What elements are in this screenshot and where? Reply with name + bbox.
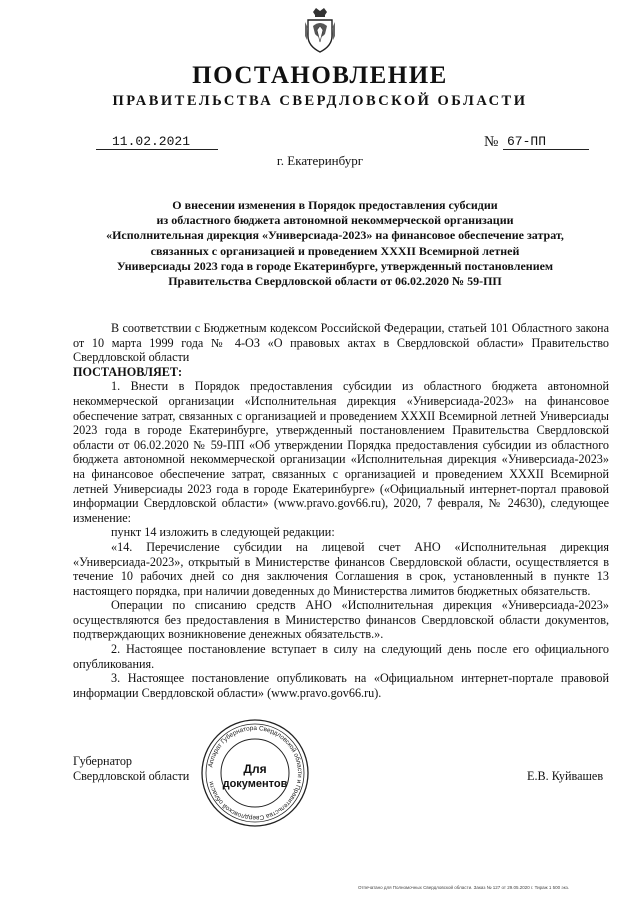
heading-line: О внесении изменения в Порядок предоставления субсидии [172,198,498,212]
signatory-name: Е.В. Куйвашев [527,769,604,783]
item-1-paragraph: 1. Внести в Порядок предоставления субсидии из областного бюджета автономной некоммерческой организации «Исполнительная дирекция «Универсиада-2023» на финансовое обеспечение затрат, связанных с организацией и проведением XXXII Всемирной летней Универсиады 2023 года в городе Екатеринбурге, утвержденный постановлением Правительства Свердловской области от 06.02.2020 № 59-ПП «Об утверждении Порядка предоставления субсидии из областного бюджета автономной некоммерческой организации «Исполнительная дирекция «Универсиада-2023» на финансовое обеспечение затрат, связанных с организацией и проведением XXXII Всемирной летней Универсиады 2023 года в городе Екатеринбурге» («Официальный интернет-портал правовой информации Свердловской области» (www.pravo.gov66.ru), 2020, 7 февраля, № 24630), следующее изменение: [73,379,609,525]
signatory-title [73,754,189,784]
item-3-paragraph: 3. Настоящее постановление опубликовать на «Официальном интернет-портале правовой информации Свердловской области» (www.pravo.gov66.ru). [73,671,609,700]
document-number: 67-ПП [503,134,589,150]
heading-line: из областного бюджета автономной некоммерческой организации [156,213,514,228]
heading-line: Правительства Свердловской области от 06.02.2020 № 59-ПП [168,274,502,289]
official-stamp-icon [200,718,310,828]
quote-paragraph-2: Операции по списанию средств АНО «Исполнительная дирекция «Универсиада-2023» осуществляются без предоставления в Министерство финансов Свердловской области документов, подтверждающих возникновение денежных обязательств.». [73,598,609,642]
stamp-center-line-1: Для [243,762,267,776]
signatory-title-line: Свердловской области [73,769,190,783]
document-body [73,321,609,700]
document-heading [70,198,600,289]
document-issuer: ПРАВИТЕЛЬСТВА СВЕРДЛОВСКОЙ ОБЛАСТИ [112,93,528,109]
print-note: Отпечатано для Полномочных Свердловской области. Заказ № 127 от 29.05.2020 г. Тираж 1 500 экз. [358,885,570,890]
stamp-ring-text: Аппарат Губернатора Свердловской области и Правительства Свердловской области [207,724,304,822]
number-sign: № [484,134,499,150]
stamp-center-line-2: документов [222,778,288,790]
decree-word: ПОСТАНОВЛЯЕТ: [73,364,183,379]
item-1-subparagraph: пункт 14 изложить в следующей редакции: [111,525,335,540]
item-2-paragraph: 2. Настоящее постановление вступает в силу на следующий день после его официального опубликования. [73,642,609,671]
document-date: 11.02.2021 [96,134,218,150]
coat-of-arms-icon [304,6,336,54]
heading-line: «Исполнительная дирекция «Универсиада-2023» на финансовое обеспечение затрат, [106,228,564,243]
quote-paragraph-1: «14. Перечисление субсидии на лицевой счет АНО «Исполнительная дирекция «Универсиада-2023», открытый в Министерстве финансов Свердловской области, осуществляется в течение 10 рабочих дней со дня заключения Соглашения в срок, установленный в пункте 13 настоящего порядка, при наличии доведенных до Министерства лимитов бюджетных обязательств. [73,539,609,598]
document-city: г. Екатеринбург [276,153,364,168]
heading-line: связанных с организацией и проведением XXXII Всемирной летней [150,243,520,258]
intro-paragraph: В соответствии с Бюджетным кодексом Российской Федерации, статьей 101 Областного закона от 10 марта 1999 года № 4-ОЗ «О правовых актах в Свердловской области» Правительство Свердловской области [73,321,609,365]
signatory-title-line: Губернатор [73,754,133,768]
heading-line: Универсиады 2023 года в городе Екатеринбурге, утвержденный постановлением [116,258,554,273]
document-title: ПОСТАНОВЛЕНИЕ [192,62,448,89]
